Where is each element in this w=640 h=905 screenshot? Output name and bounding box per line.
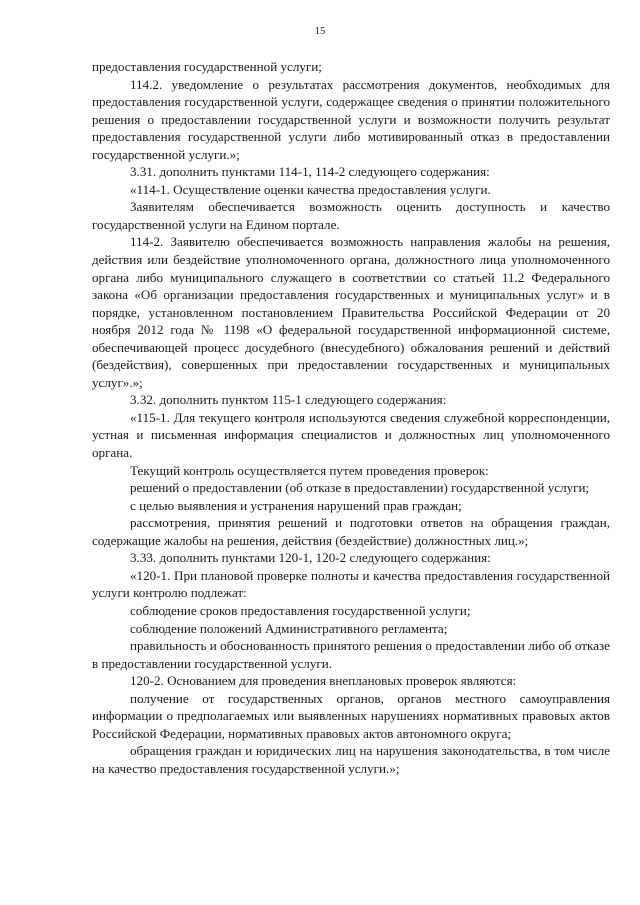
- page-number: 15: [314, 26, 326, 37]
- paragraph: Текущий контроль осуществляется путем проведения проверок:: [130, 462, 489, 478]
- paragraph: Заявителям обеспечивается возможность оценить доступность и качество государственной услуги на Едином портале.: [92, 199, 610, 232]
- paragraph: «120-1. При плановой проверке полноты и качества предоставления государственной услуги контролю подлежат:: [92, 567, 610, 601]
- paragraph: 114-2. Заявителю обеспечивается возможность направления жалобы на решения, действия или бездействие уполномоченного органа, должностного лица уполномоченного органа либо муниципального служащего в соответствии со статьей 11.2 Федерального закона «Об организации предоставления государственных и муниципальных услуг» и в порядке, установленном постановлением Правительства Российской Федерации от 20 ноября 2012 года № 1198 «О федеральной государственной информационной системе, обеспечивающей процесс досудебного (внесудебного) обжалования решений и действий (бездействия), совершенных при предоставлении государственных и муниципальных услуг».»;: [92, 234, 610, 390]
- paragraph: соблюдение положений Административного регламента;: [130, 620, 448, 636]
- paragraph: с целью выявления и устранения нарушений прав граждан;: [130, 497, 462, 513]
- paragraph: 3.32. дополнить пунктом 115-1 следующего содержания:: [130, 392, 447, 408]
- document-body: [92, 58, 610, 777]
- paragraph: предоставления государственной услуги;: [92, 59, 322, 74]
- paragraph: соблюдение сроков предоставления государственной услуги;: [130, 602, 471, 618]
- paragraph: 3.31. дополнить пунктами 114-1, 114-2 следующего содержания:: [130, 164, 490, 180]
- paragraph: рассмотрения, принятия решений и подготовки ответов на обращения граждан, содержащие жалобы на решения, действия (бездействие) должностных лиц.»;: [92, 515, 610, 548]
- paragraph: 120-2. Основанием для проведения внеплановых проверок являются:: [130, 673, 517, 689]
- paragraph: «114-1. Осуществление оценки качества предоставления услуги.: [130, 181, 491, 197]
- paragraph: 114.2. уведомление о результатах рассмотрения документов, необходимых для предоставления государственной услуги, содержащее сведения о принятии положительного решения о предоставлении государственной услуги и возможности получить результат предоставления государственной услуги либо мотивированный отказ в предоставлении государственной услуги.»;: [92, 76, 610, 162]
- paragraph: решений о предоставлении (об отказе в предоставлении) государственной услуги;: [130, 480, 590, 496]
- paragraph: 3.33. дополнить пунктами 120-1, 120-2 следующего содержания:: [130, 550, 491, 566]
- paragraph: правильность и обоснованность принятого решения о предоставлении либо об отказе в предоставлении государственной услуги.: [92, 638, 610, 671]
- paragraph: обращения граждан и юридических лиц на нарушения законодательства, в том числе на качество предоставления государственной услуги.»;: [92, 743, 610, 776]
- paragraph: получение от государственных органов, органов местного самоуправления информации о предполагаемых или выявленных нарушениях нормативных правовых актов Российской Федерации, нормативных правовых актов автономного округа;: [92, 690, 610, 741]
- paragraph: «115-1. Для текущего контроля используются сведения служебной корреспонденции, устная и письменная информация специалистов и должностных лиц уполномоченного органа.: [92, 409, 610, 461]
